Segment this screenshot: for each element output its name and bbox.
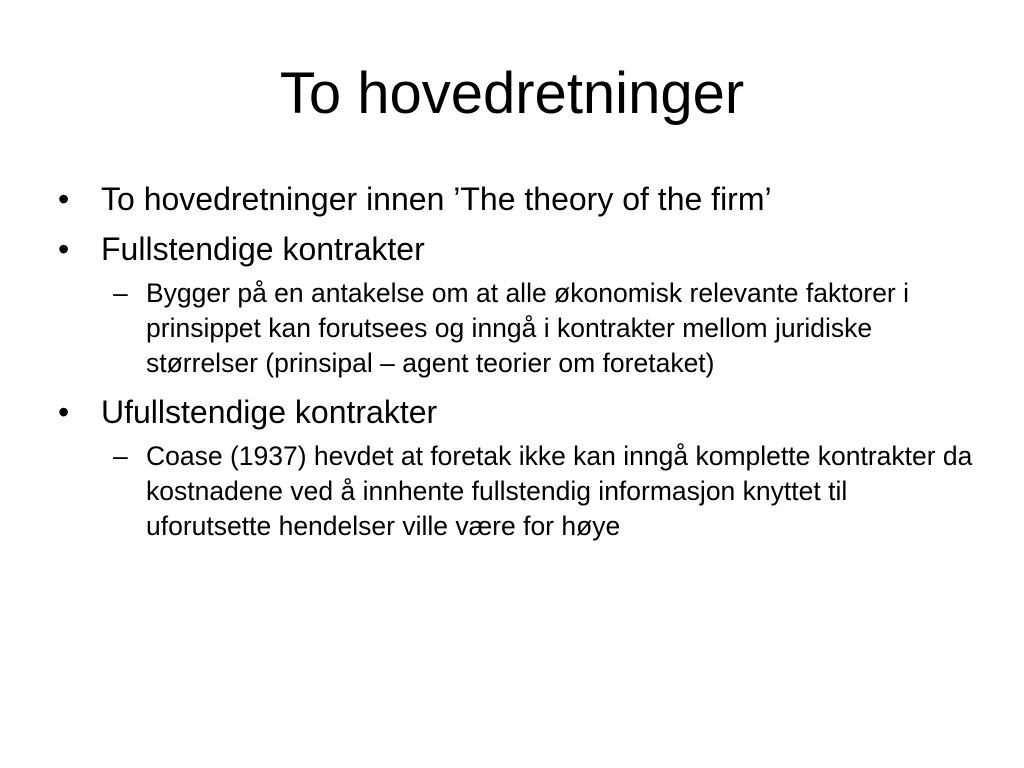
dash-marker: – [113,441,128,471]
bullet-marker: • [58,394,70,430]
sub-bullet-text: Bygger på en antakelse om at alle økonomisk relevante faktorer i prinsippet kan forutsees og inngå i kontrakter mellom juridiske størrelser (prinsipal – agent teorier om foretaket) [146,278,910,378]
dash-marker: – [113,278,128,308]
bullet-marker: • [58,231,70,267]
bullet-item [58,180,978,218]
sub-bullet-text: Coase (1937) hevdet at foretak ikke kan inngå komplette kontrakter da kostnadene ved å innhente fullstendig informasjon knyttet til uforutsette hendelser ville være for høye [146,441,973,541]
sub-bullet-list [101,439,978,544]
bullet-item [58,393,978,544]
bullet-list [58,180,978,556]
bullet-item [58,230,978,381]
sub-bullet-list [101,276,978,381]
slide-title: To hovedretninger [279,61,745,126]
bullet-text: Ufullstendige kontrakter [101,394,438,430]
bullet-text: To hovedretninger innen ’The theory of the firm’ [101,181,772,217]
bullet-text: Fullstendige kontrakter [101,231,425,267]
sub-bullet-item [101,276,978,381]
bullet-marker: • [58,181,70,217]
sub-bullet-item [101,439,978,544]
